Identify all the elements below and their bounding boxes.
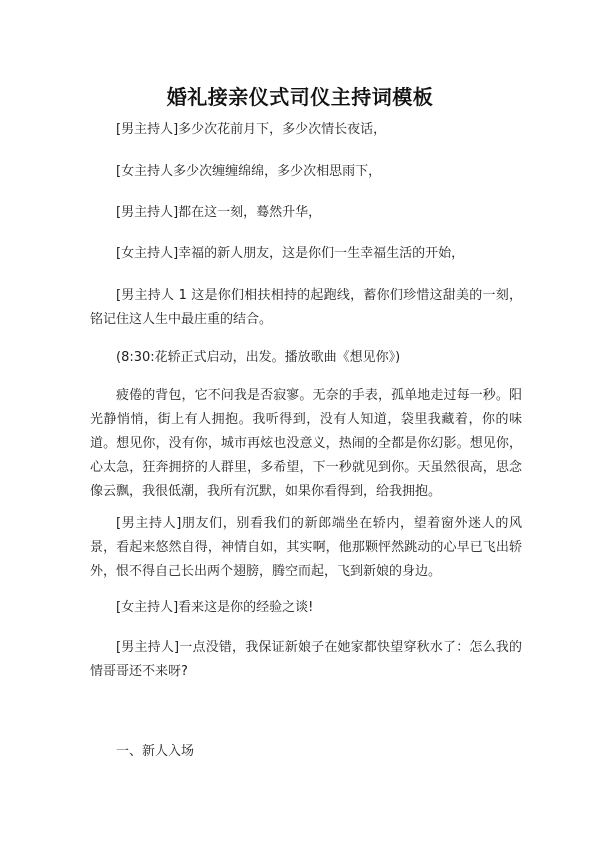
section-heading: 一、新人入场	[116, 744, 195, 759]
paragraph-8: [男主持人]朋友们，别看我们的新郎端坐在轿内，望着窗外迷人的风景，看起来悠然自得，神情自如，其实啊，他那颗怦然跳动的心早已飞出轿外，恨不得自己长出两个翅膀，腾空而起，飞到新娘的身边。	[90, 516, 522, 579]
paragraph-4: [女主持人]幸福的新人朋友，这是你们一生幸福生活的开始，	[116, 246, 465, 261]
paragraph-7: 疲倦的背包，它不问我是否寂寥。无奈的手表，孤单地走过每一秒。阳光静悄悄，街上有人拥抱。我听得到，没有人知道，袋里我藏着，你的味道。想见你，没有你，城市再炫也没意义，热闹的全都是你幻影。想见你，心太急，狂奔拥挤的人群里，多希望，下一秒就见到你。天虽然很高，思念像云飘，我很低潮，我所有沉默，如果你看得到，给我拥抱。	[90, 388, 522, 499]
paragraph-1: [男主持人]多少次花前月下，多少次情长夜话，	[116, 122, 387, 137]
paragraph-10: [男主持人]一点没错，我保证新娘子在她家都快望穿秋水了：怎么我的情哥哥还不来呀?	[90, 640, 522, 679]
paragraph-3: [男主持人]都在这一刻，蓦然升华，	[116, 205, 322, 220]
paragraph-6: (8:30:花轿正式启动，出发。播放歌曲《想见你》)	[116, 350, 401, 365]
document-title: 婚礼接亲仪式司仪主持词模板	[166, 85, 434, 109]
paragraph-5: [男主持人 1 这是你们相扶相持的起跑线，蓄你们珍惜这甜美的一刻，铭记住这人生中最庄重的结合。	[90, 288, 522, 327]
paragraph-9: [女主持人]看来这是你的经验之谈!	[116, 600, 314, 615]
paragraph-2: [女主持人多少次缠缠绵绵，多少次相思雨下，	[116, 164, 382, 179]
